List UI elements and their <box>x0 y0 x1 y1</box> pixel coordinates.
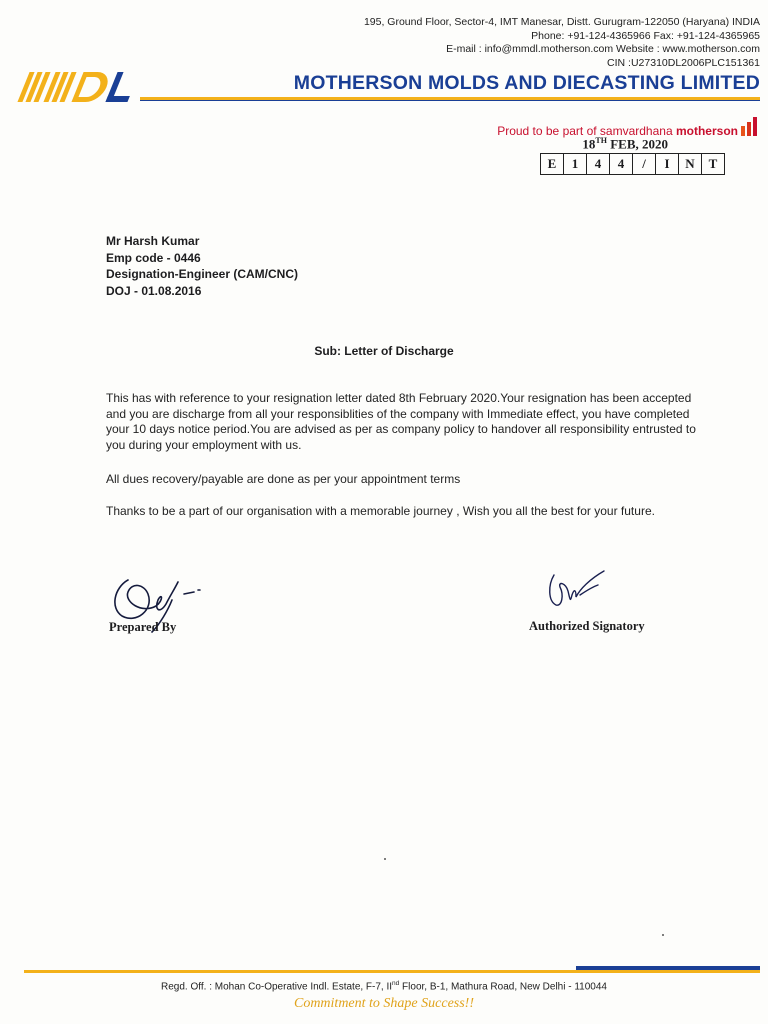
letter-subject: Sub: Letter of Discharge <box>314 344 454 358</box>
scan-speck <box>662 934 664 936</box>
company-name: MOTHERSON MOLDS AND DIECASTING LIMITED <box>293 72 760 94</box>
body-paragraph-1: This has with reference to your resignation letter dated 8th February 2020.Your resignation has been accepted and you are discharge from all your responsiblities of the company with Immediate effect, you have completed your 10 days notice period.You are advised as per as company policy to handover all responsibility entrusted to you during your employment with us. <box>106 391 696 452</box>
recipient-name: Mr Harsh Kumar <box>106 234 200 248</box>
ref-cell: N <box>679 154 702 174</box>
email-line: E-mail : info@mmdl.motherson.com Website : www.motherson.com <box>446 43 760 55</box>
cin-line: CIN :U27310DL2006PLC151361 <box>607 56 760 69</box>
ref-cell: E <box>541 154 564 174</box>
body-paragraph-2: All dues recovery/payable are done as per your appointment terms <box>106 472 461 486</box>
recipient-emp-code: Emp code - 0446 <box>106 250 201 265</box>
registered-office: Regd. Off. : Mohan Co-Operative Indl. Estate, F-7, IInd Floor, B-1, Mathura Road, New Delhi - 110044 <box>161 980 607 993</box>
prepared-by-label: Prepared By <box>109 620 177 634</box>
recipient-designation: Designation-Engineer (CAM/CNC) <box>106 267 298 281</box>
reference-number-box <box>540 153 725 175</box>
address-line: 195, Ground Floor, Sector-4, IMT Manesar, Distt. Gurugram-122050 (Haryana) INDIA <box>363 16 760 28</box>
footer-tagline: Commitment to Shape Success!! <box>293 996 475 1011</box>
authorized-signatory-label: Authorized Signatory <box>529 619 645 633</box>
phone-line: Phone: +91-124-4365966 Fax: +91-124-4365965 <box>531 29 760 42</box>
letter-date: 18TH FEB, 2020 <box>582 136 668 152</box>
recipient-block <box>106 233 298 299</box>
proud-brand: motherson <box>675 124 738 138</box>
ref-cell: / <box>633 154 656 174</box>
ref-cell: 4 <box>587 154 610 174</box>
ref-cell: 1 <box>564 154 587 174</box>
ref-cell: T <box>708 156 718 171</box>
mmdl-logo <box>14 66 146 106</box>
ref-cell: 4 <box>610 154 633 174</box>
authorized-signatory-signature <box>540 565 610 617</box>
motherson-bars-icon <box>740 116 760 136</box>
recipient-doj: DOJ - 01.08.2016 <box>106 283 202 298</box>
ref-cell: I <box>656 154 679 174</box>
scan-speck <box>384 858 386 860</box>
address-block <box>364 16 760 70</box>
body-paragraph-3: Thanks to be a part of our organisation with a memorable journey , Wish you all the best for your future. <box>106 504 655 518</box>
header-rule-blue <box>140 100 760 101</box>
footer-rule-yellow <box>24 970 760 973</box>
proud-prefix: Proud to be part of samvardhana <box>497 124 673 138</box>
